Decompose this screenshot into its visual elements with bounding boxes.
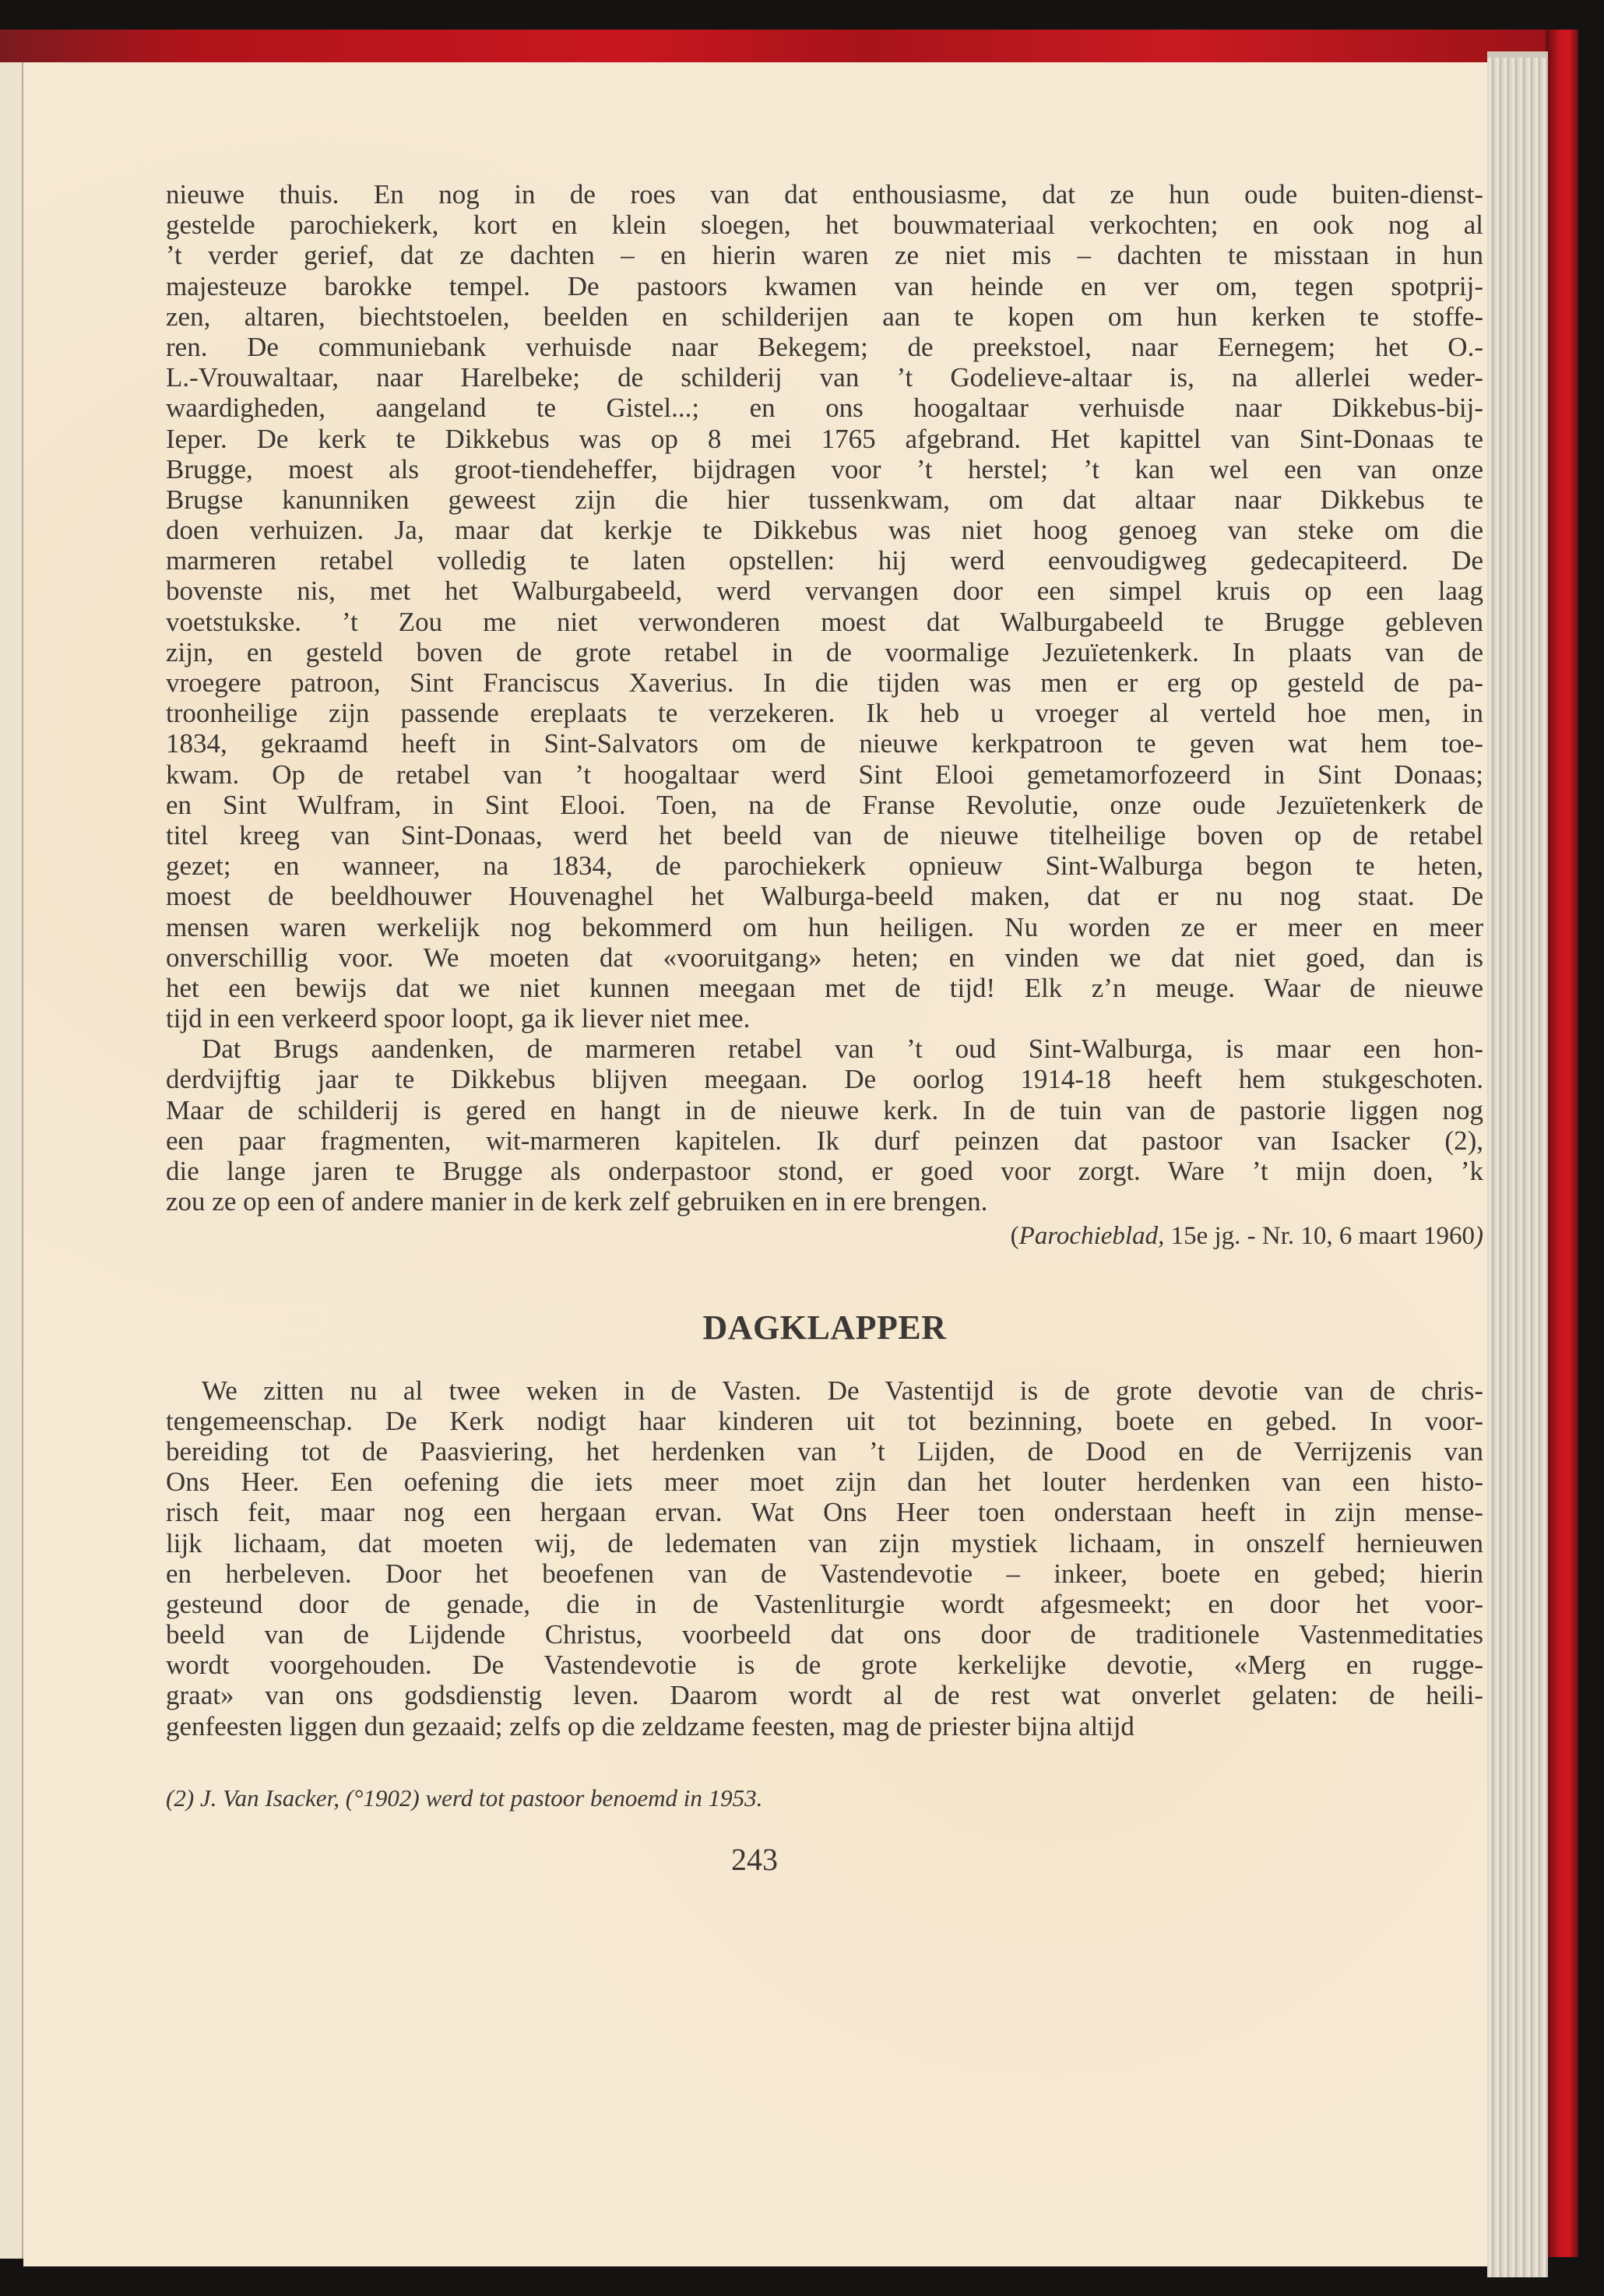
text-line: tengemeenschap. De Kerk nodigt haar kinderen uit tot bezinning, boete en gebed. In voor- [166, 1405, 1483, 1436]
text-line: Ons Heer. Een oefening die iets meer moet zijn dan het louter herdenken van een histo- [166, 1467, 1483, 1498]
text-line: en Sint Wulfram, in Sint Elooi. Toen, na de Franse Revolutie, onze oude Jezuïetenkerk de [166, 789, 1483, 820]
paragraph-2 [166, 1034, 1483, 1217]
text-line: Dat Brugs aandenken, de marmeren retabel van ’t oud Sint-Walburga, is maar een hon- [202, 1034, 1483, 1065]
text-line: doen verhuizen. Ja, maar dat kerkje te Dikkebus was niet hoog genoeg van steke om die [166, 515, 1483, 546]
text-line: gezet; en wanneer, na 1834, de parochiekerk opnieuw Sint-Walburga begon te heten, [166, 850, 1483, 882]
text-line: beeld van de Lijdende Christus, voorbeeld dat ons door de traditionele Vastenmeditaties [166, 1619, 1483, 1650]
text-line: zou ze op een of andere manier in de kerk zelf gebruiken en in ere brengen. [166, 1186, 988, 1217]
text-line: risch feit, maar nog een hergaan ervan. Wat Ons Heer toen onderstaan heeft in zijn mense- [166, 1497, 1483, 1528]
text-line: titel kreeg van Sint-Donaas, werd het beeld van de nieuwe titelheilige boven op de retabel [166, 819, 1483, 850]
text-line: kwam. Op de retabel van ’t hoogaltaar werd Sint Elooi gemetamorfozeerd in Sint Donaas; [166, 759, 1483, 790]
book-page [23, 62, 1487, 2266]
text-line: voetstukske. ’t Zou me niet verwonderen moest dat Walburgabeeld te Brugge gebleven [166, 606, 1483, 637]
section-heading: DAGKLAPPER [702, 1308, 947, 1347]
paragraph-1 [166, 179, 1483, 1034]
citation [166, 1221, 1483, 1252]
text-line: lijk lichaam, dat moeten wij, de ledematen van zijn mystiek lichaam, in onszelf hernieuwen [166, 1527, 1483, 1558]
text-line: bovenste nis, met het Walburgabeeld, werd vervangen door een simpel kruis op een laag [166, 576, 1483, 607]
text-line: die lange jaren te Brugge als onderpastoor stond, er goed voor zorgt. Ware ’t mijn doen, ’k [166, 1156, 1483, 1186]
text-line: L.-Vrouwaltaar, naar Harelbeke; de schilderij van ’t Godelieve-altaar is, na allerlei weder- [166, 362, 1483, 393]
text-line: marmeren retabel volledig te laten opstellen: hij werd eenvoudigweg gedecapiteerd. De [166, 545, 1483, 576]
text-line: zijn, en gesteld boven de grote retabel in de voormalige Jezuïetenkerk. In plaats van de [166, 636, 1483, 667]
text-line: graat» van ons godsdienstig leven. Daarom wordt al de rest wat onverlet gelaten: de heili- [166, 1680, 1483, 1711]
text-line: vroegere patroon, Sint Franciscus Xaverius. In die tijden was men er erg op gesteld de pa- [166, 667, 1483, 698]
text-line: ren. De communiebank verhuisde naar Bekegem; de preekstoel, naar Eernegem; het O.- [166, 331, 1483, 362]
citation-detail: 15e jg. - Nr. 10, 6 maart 1960 [1164, 1222, 1475, 1251]
text-line: derdvijftig jaar te Dikkebus blijven meegaan. De oorlog 1914-18 heeft hem stukgeschoten. [166, 1064, 1483, 1095]
book-cover-right-edge [1546, 30, 1578, 2257]
text-line: Brugge, moest als groot-tiendeheffer, bijdragen voor ’t herstel; ’t kan wel een van onze [166, 453, 1483, 484]
citation-open-paren: ( [1010, 1222, 1019, 1251]
text-line: Brugse kanunniken geweest zijn die hier tussenkwam, om dat altaar naar Dikkebus te [166, 484, 1483, 515]
text-line: genfeesten liggen dun gezaaid; zelfs op die zeldzame feesten, mag de priester bijna altijd [166, 1710, 1134, 1741]
text-line: mensen waren werkelijk nog bekommerd om hun heiligen. Nu worden ze er meer en meer [166, 911, 1483, 942]
text-line: onverschillig voor. We moeten dat «vooruitgang» heten; en vinden we dat niet goed, dan is [166, 942, 1483, 973]
previous-page-edge [0, 62, 23, 2259]
text-line: waardigheden, aangeland te Gistel...; en ons hoogaltaar verhuisde naar Dikkebus-bij- [166, 393, 1483, 424]
text-line: moest de beeldhouwer Houvenaghel het Walburga-beeld maken, dat er nu nog staat. De [166, 881, 1483, 912]
page-stack-edges [1487, 51, 1548, 2277]
text-line: gestelde parochiekerk, kort en klein sloegen, het bouwmateriaal verkochten; en ook nog al [166, 210, 1483, 241]
citation-source: Parochieblad, [1018, 1222, 1165, 1251]
text-line: tijd in een verkeerd spoor loopt, ga ik liever niet mee. [166, 1003, 751, 1034]
text-line: wordt voorgehouden. De Vastendevotie is de grote kerkelijke devotie, «Merg en rugge- [166, 1650, 1483, 1681]
text-line: het een bewijs dat we niet kunnen meegaan met de tijd! Elk z’n meuge. Waar de nieuwe [166, 972, 1483, 1003]
citation-close-paren: ) [1475, 1222, 1483, 1251]
paragraph-3 [166, 1375, 1483, 1741]
text-line: een paar fragmenten, wit-marmeren kapitelen. Ik durf peinzen dat pastoor van Isacker (2), [166, 1125, 1483, 1156]
text-line: 1834, gekraamd heeft in Sint-Salvators om de nieuwe kerkpatroon te geven wat hem toe- [166, 728, 1483, 759]
page-number: 243 [731, 1841, 778, 1877]
footnote: (2) J. Van Isacker, (°1902) werd tot pastoor benoemd in 1953. [166, 1784, 763, 1812]
text-line: en herbeleven. Door het beoefenen van de Vastendevotie – inkeer, boete en gebed; hierin [166, 1558, 1483, 1589]
page-text [166, 179, 1483, 1878]
text-line: gesteund door de genade, die in de Vastenliturgie wordt afgesmeekt; en door het voor- [166, 1588, 1483, 1619]
text-line: majesteuze barokke tempel. De pastoors kwamen van heinde en ver om, tegen spotprij- [166, 270, 1483, 301]
text-line: troonheilige zijn passende ereplaats te verzekeren. Ik heb u vroeger al verteld hoe men, in [166, 698, 1483, 729]
text-line: zen, altaren, biechtstoelen, beelden en schilderijen aan te kopen om hun kerken te stoffe- [166, 301, 1483, 332]
text-line: Ieper. De kerk te Dikkebus was op 8 mei 1765 afgebrand. Het kapittel van Sint-Donaas te [166, 423, 1483, 454]
text-line: nieuwe thuis. En nog in de roes van dat enthousiasme, dat ze hun oude buiten-dienst- [166, 179, 1483, 210]
text-line: We zitten nu al twee weken in de Vasten. De Vastentijd is de grote devotie van de chris- [202, 1375, 1483, 1406]
text-line: bereiding tot de Paasviering, het herdenken van ’t Lijden, de Dood en de Verrijzenis van [166, 1435, 1483, 1467]
book-cover-top-edge [0, 30, 1573, 62]
text-line: Maar de schilderij is gered en hangt in de nieuwe kerk. In de tuin van de pastorie liggen nog [166, 1094, 1483, 1125]
text-line: ’t verder gerief, dat ze dachten – en hierin waren ze niet mis – dachten te misstaan in hun [166, 240, 1483, 271]
